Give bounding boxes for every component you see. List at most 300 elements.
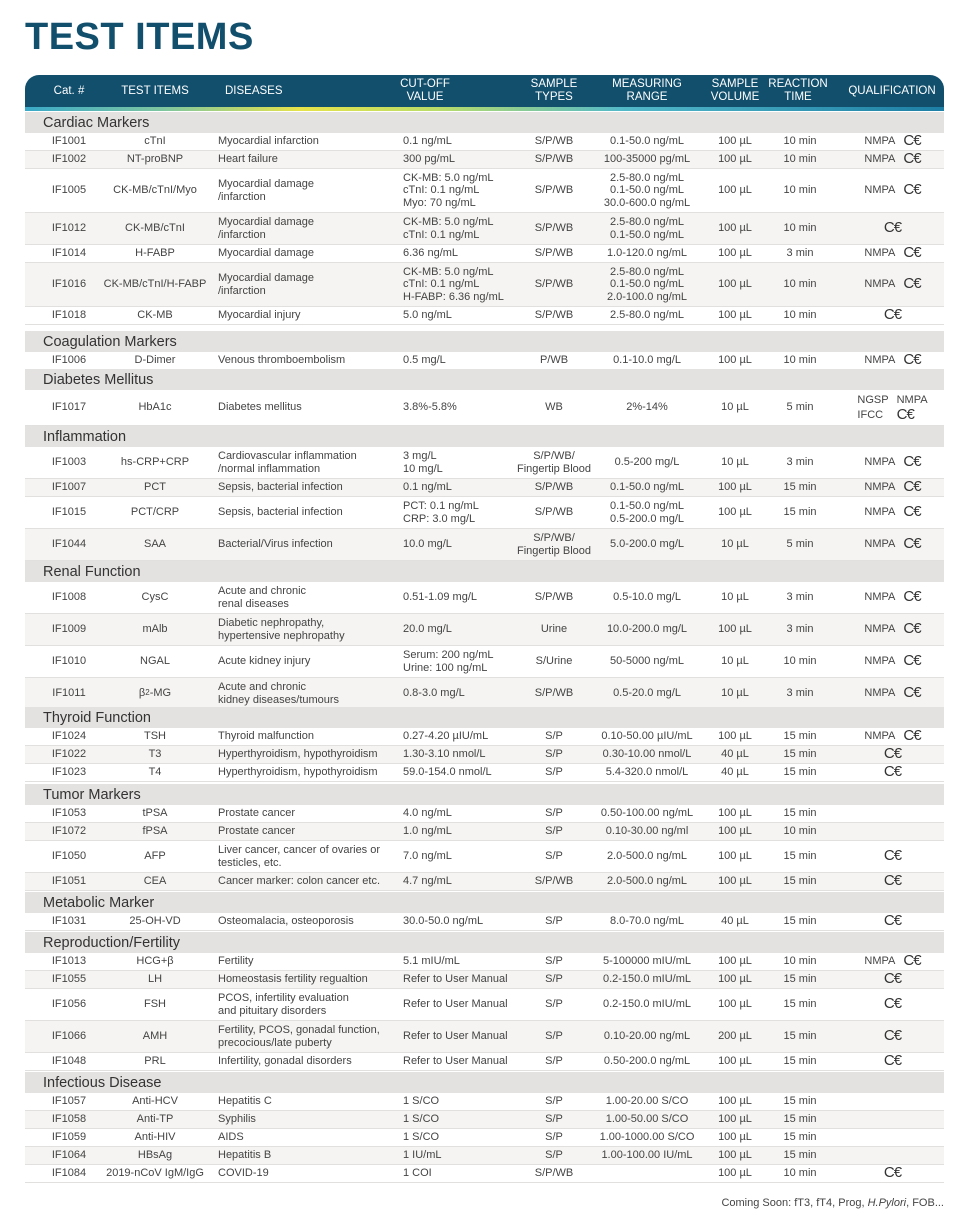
cutoff-value-cell: Refer to User Manual (403, 1030, 508, 1043)
qualification-cell (841, 151, 944, 168)
cutoff-value-cell: 1 COI (403, 1167, 432, 1180)
qualification-cell (841, 133, 944, 150)
ce-mark-icon: C€ (883, 745, 902, 763)
table-row (25, 678, 944, 710)
cutoff-value-cell: 4.7 ng/mL (403, 875, 452, 888)
ce-mark-icon: C€ (903, 132, 921, 150)
cutoff-value-cell: 1.0 ng/mL (403, 825, 452, 838)
measuring-range-cell: 0.1-50.0 ng/mL (610, 135, 684, 148)
sample-volume-cell: 10 µL (721, 655, 749, 668)
test-item-cell: CysC (141, 591, 169, 604)
sample-volume-cell: 100 µL (718, 153, 752, 166)
qualification-marks: NGSP NMPA IFCC C€ (857, 394, 928, 423)
disease-text: Fertility, PCOS, gonadal function, precocious/late puberty (218, 1024, 380, 1049)
cutoff-value-cell: Refer to User Manual (403, 973, 508, 986)
reaction-time-cell: 15 min (783, 1095, 817, 1108)
ce-mark-icon: C€ (903, 244, 921, 262)
cat-number-cell: IF1050 (51, 850, 87, 863)
disease-cell: Diabetes mellitus (218, 401, 302, 414)
section-title: Thyroid Function (43, 709, 151, 726)
qualification-marks (883, 847, 902, 865)
disease-cell: Hepatitis C (218, 1095, 272, 1108)
measuring-range-cell: 5.4-320.0 nmol/L (605, 766, 689, 779)
cat-number-cell: IF1005 (51, 184, 87, 197)
measuring-range-cell: 8.0-70.0 ng/mL (610, 915, 684, 928)
qualification-marks (883, 1052, 902, 1070)
test-item-cell: H-FABP (135, 247, 175, 260)
section-header (25, 112, 944, 133)
qualification-marks (864, 150, 921, 168)
cat-number-cell: IF1055 (51, 973, 87, 986)
sample-volume-cell: 100 µL (718, 1113, 752, 1126)
test-item-cell: LH (147, 973, 163, 986)
table-row (25, 841, 944, 873)
disease-cell (218, 169, 398, 212)
sample-type-cell: S/P (545, 1030, 563, 1043)
disease-cell: Cancer marker: colon cancer etc. (218, 875, 381, 888)
sample-volume-cell: 100 µL (718, 481, 752, 494)
table-row (25, 447, 944, 479)
cat-number-cell: IF1048 (51, 1055, 87, 1068)
section-header (25, 331, 944, 352)
reaction-time-cell: 15 min (783, 748, 817, 761)
test-item-cell: AFP (144, 850, 166, 863)
sample-type-cell: S/P (545, 1131, 563, 1144)
disease-cell (218, 263, 398, 306)
sample-type-cell: S/P (545, 955, 563, 968)
cat-number-cell: IF1001 (51, 135, 87, 148)
measuring-range-cell: 0.2-150.0 mIU/mL (602, 973, 692, 986)
qualification-cell (841, 213, 944, 244)
disease-cell: Prostate cancer (218, 807, 296, 820)
measuring-range-cell: 1.00-50.00 S/CO (605, 1113, 689, 1126)
header-test-items: TEST ITEMS (121, 84, 189, 97)
measuring-range-cell: 0.50-200.0 ng/mL (603, 1055, 691, 1068)
cutoff-value-cell: 30.0-50.0 ng/mL (403, 915, 484, 928)
ce-mark-icon: C€ (903, 150, 921, 168)
qualification-cell (841, 678, 944, 709)
sample-type-text: S/P/WB/ Fingertip Blood (517, 450, 591, 475)
measuring-range-cell: 1.00-1000.00 S/CO (599, 1131, 695, 1144)
table-row (25, 582, 944, 614)
qualification-cell (841, 746, 944, 763)
cat-number-cell: IF1012 (51, 222, 87, 235)
section-header (25, 561, 944, 582)
cutoff-value-text: Serum: 200 ng/mL Urine: 100 ng/mL (403, 649, 494, 674)
measuring-range-cell: 1.0-120.0 ng/mL (606, 247, 688, 260)
cutoff-value-text: CK-MB: 5.0 ng/mL cTnI: 0.1 ng/mL Myo: 70 ng/mL (403, 171, 494, 209)
qualification-cell (841, 1053, 944, 1070)
cat-number-cell: IF1002 (51, 153, 87, 166)
table-row (25, 497, 944, 529)
table-row (25, 213, 944, 245)
reaction-time-cell: 15 min (783, 807, 817, 820)
cutoff-value-cell: 5.1 mIU/mL (403, 955, 460, 968)
test-item-cell: PRL (144, 1055, 166, 1068)
qualification-cell (841, 1021, 944, 1052)
cutoff-value-text: PCT: 0.1 ng/mL CRP: 3.0 mg/L (403, 500, 479, 525)
disease-cell (218, 1021, 398, 1052)
disease-cell: Venous thromboembolism (218, 354, 346, 367)
sample-type-cell: S/P/WB (534, 184, 574, 197)
measuring-range-cell: 0.2-150.0 mIU/mL (602, 998, 692, 1011)
sample-type-cell: S/P (545, 1149, 563, 1162)
qualification-marks (864, 588, 921, 606)
sample-volume-cell: 10 µL (721, 456, 749, 469)
ce-mark-icon: C€ (903, 727, 921, 745)
measuring-range-cell: 5.0-200.0 mg/L (610, 538, 684, 551)
disease-cell: Infertility, gonadal disorders (218, 1055, 352, 1068)
cutoff-value-text: CK-MB: 5.0 ng/mL cTnI: 0.1 ng/mL H-FABP: 6.36 ng/mL (403, 265, 504, 303)
sample-type-cell (511, 447, 597, 478)
cat-number-cell: IF1023 (51, 766, 87, 779)
qualification-marks (883, 1027, 902, 1045)
cat-number-cell: IF1008 (51, 591, 87, 604)
sample-type-cell (511, 529, 597, 560)
table-row (25, 764, 944, 782)
cutoff-value-cell: 4.0 ng/mL (403, 807, 452, 820)
sample-type-cell: S/P (545, 1113, 563, 1126)
ce-mark-icon: C€ (903, 952, 921, 970)
reaction-time-cell: 10 min (783, 1167, 817, 1180)
disease-cell: Syphilis (218, 1113, 256, 1126)
sample-volume-cell: 100 µL (718, 135, 752, 148)
reaction-time-cell: 10 min (783, 135, 817, 148)
section-header (25, 707, 944, 728)
cat-number-cell: IF1009 (51, 623, 87, 636)
sample-type-cell: S/P (545, 1055, 563, 1068)
measuring-range-cell: 0.1-10.0 mg/L (613, 354, 681, 367)
sample-type-cell: S/P (545, 807, 563, 820)
sample-type-cell: S/P/WB (534, 1167, 574, 1180)
cat-number-cell: IF1018 (51, 309, 87, 322)
reaction-time-cell: 10 min (783, 825, 817, 838)
test-item-cell: mAlb (142, 623, 168, 636)
cat-number-cell: IF1084 (51, 1167, 87, 1180)
qualification-cell (841, 497, 944, 528)
measuring-range-cell: 0.5-20.0 mg/L (613, 687, 681, 700)
disease-cell: Myocardial infarction (218, 135, 319, 148)
test-item-cell: PCT (144, 481, 166, 494)
section-header (25, 426, 944, 447)
disease-cell: Hyperthyroidism, hypothyroidism (218, 748, 378, 761)
table-row (25, 151, 944, 169)
cutoff-value-cell: 0.27-4.20 µIU/mL (403, 730, 489, 743)
test-item-cell: tPSA (142, 807, 168, 820)
sample-type-cell: S/P (545, 748, 563, 761)
qualification-cell (841, 841, 944, 872)
section-title: Diabetes Mellitus (43, 371, 154, 388)
disease-cell: Heart failure (218, 153, 278, 166)
measuring-range-cell: 5-100000 mIU/mL (602, 955, 692, 968)
sample-volume-cell: 100 µL (718, 354, 752, 367)
sample-volume-cell: 100 µL (718, 955, 752, 968)
ce-mark-icon: C€ (883, 1052, 902, 1070)
disease-cell (218, 989, 398, 1020)
nmpa-label: NMPA (864, 538, 896, 551)
qualification-cell (841, 823, 944, 840)
measuring-range-cell: 2.5-80.0 ng/mL (610, 309, 684, 322)
disease-cell: Acute kidney injury (218, 655, 311, 668)
cat-number-cell: IF1053 (51, 807, 87, 820)
qualification-cell (841, 646, 944, 677)
ce-mark-icon: C€ (903, 588, 921, 606)
sample-volume-cell: 100 µL (718, 222, 752, 235)
disease-cell: Sepsis, bacterial infection (218, 481, 343, 494)
measuring-range-cell: 0.10-50.00 µIU/mL (601, 730, 693, 743)
table-row (25, 1053, 944, 1071)
reaction-time-cell: 15 min (783, 1030, 817, 1043)
measuring-range-text: 2.5-80.0 ng/mL 0.1-50.0 ng/mL 2.0-100.0 ng/mL (606, 265, 688, 303)
table-row (25, 1021, 944, 1053)
sample-volume-cell: 100 µL (718, 850, 752, 863)
table-row (25, 307, 944, 325)
disease-cell: Bacterial/Virus infection (218, 538, 333, 551)
nmpa-label: NMPA (864, 153, 896, 166)
sample-volume-cell: 100 µL (718, 807, 752, 820)
ce-mark-icon: C€ (896, 405, 914, 423)
test-item-cell: HBsAg (137, 1149, 173, 1162)
cat-number-cell: IF1011 (52, 687, 86, 700)
cat-number-cell: IF1057 (51, 1095, 87, 1108)
ce-mark-icon: C€ (903, 351, 921, 369)
sample-volume-cell: 10 µL (721, 687, 749, 700)
sample-type-cell: S/P/WB (534, 309, 574, 322)
sample-type-cell: S/P/WB (534, 481, 574, 494)
qualification-cell (841, 1111, 944, 1128)
section-title: Tumor Markers (43, 786, 141, 803)
cutoff-value-cell: 0.5 mg/L (403, 354, 446, 367)
sample-type-cell: Urine (540, 623, 568, 636)
qualification-cell (841, 479, 944, 496)
disease-cell: COVID-19 (218, 1167, 269, 1180)
sample-type-cell: S/Urine (535, 655, 573, 668)
header-color-stripe (25, 107, 944, 111)
nmpa-label: NMPA (864, 184, 896, 197)
qualification-marks (864, 652, 921, 670)
qualification-marks (883, 912, 902, 930)
reaction-time-cell: 10 min (783, 655, 817, 668)
qualification-marks (864, 727, 921, 745)
sample-volume-cell: 40 µL (721, 748, 749, 761)
test-item-cell: Anti-HIV (134, 1131, 176, 1144)
cat-number-cell: IF1017 (51, 401, 87, 414)
sample-type-cell: S/P (545, 766, 563, 779)
test-item-cell: 25-OH-VD (129, 915, 181, 928)
measuring-range-cell: 50-5000 ng/mL (610, 655, 684, 668)
qualification-cell (841, 989, 944, 1020)
table-row (25, 1147, 944, 1165)
qualification-marks (883, 763, 902, 781)
test-item-cell: CK-MB/cTnI (125, 222, 185, 235)
ce-mark-icon: C€ (883, 306, 902, 324)
sample-volume-cell: 100 µL (718, 730, 752, 743)
nmpa-label: NMPA (864, 247, 896, 260)
ce-mark-icon: C€ (883, 912, 902, 930)
qualification-marks (883, 219, 902, 237)
sample-volume-cell: 100 µL (718, 973, 752, 986)
header-reaction-time: REACTION TIME (768, 78, 828, 103)
disease-text: PCOS, infertility evaluation and pituitary disorders (218, 992, 349, 1017)
sample-volume-cell: 100 µL (718, 998, 752, 1011)
cat-number-cell: IF1058 (51, 1113, 87, 1126)
cutoff-value-cell: 20.0 mg/L (403, 623, 452, 636)
test-item-cell: CK-MB (137, 309, 173, 322)
reaction-time-cell: 15 min (783, 766, 817, 779)
disease-text: Myocardial damage /infarction (218, 272, 314, 297)
sample-type-cell: S/P/WB (534, 247, 574, 260)
page-title: TEST ITEMS (25, 16, 254, 58)
nmpa-label: NMPA (864, 687, 896, 700)
qualification-cell (841, 169, 944, 212)
table-row (25, 873, 944, 891)
test-item-cell: SAA (143, 538, 166, 551)
qualification-cell (841, 263, 944, 306)
table-row (25, 390, 944, 426)
qualification-marks (864, 478, 921, 496)
disease-cell (218, 213, 398, 244)
disease-text: Cardiovascular inflammation /normal inflammation (218, 450, 357, 475)
reaction-time-cell: 3 min (786, 623, 814, 636)
measuring-range-text: 2.5-80.0 ng/mL 0.1-50.0 ng/mL 30.0-600.0 ng/mL (603, 171, 691, 209)
header-cutoff: CUT-OFF VALUE (400, 78, 450, 103)
header-qualification: QUALIFICATION (848, 84, 936, 97)
table-row (25, 1111, 944, 1129)
header-measuring-range: MEASURING RANGE (612, 78, 682, 103)
cat-number-cell: IF1044 (51, 538, 87, 551)
test-item-cell: FSH (144, 998, 166, 1011)
test-item-cell: T3 (148, 748, 162, 761)
cutoff-value-text: 3 mg/L 10 mg/L (403, 450, 443, 475)
cat-number-cell: IF1015 (51, 506, 87, 519)
measuring-range-cell: 10.0-200.0 mg/L (606, 623, 688, 636)
test-item-cell: AMH (142, 1030, 168, 1043)
cutoff-value-cell: 1.30-3.10 nmol/L (403, 748, 486, 761)
measuring-range-cell: 2.0-500.0 ng/mL (606, 850, 688, 863)
cat-number-cell: IF1072 (51, 825, 87, 838)
reaction-time-cell: 15 min (783, 915, 817, 928)
section-header (25, 784, 944, 805)
measuring-range-cell: 0.10-30.00 ng/ml (605, 825, 689, 838)
measuring-range-cell: 0.30-10.00 nmol/L (602, 748, 692, 761)
disease-text: Myocardial damage /infarction (218, 178, 314, 203)
qualification-cell (841, 582, 944, 613)
qualification-marks (883, 872, 902, 890)
cutoff-value-text: CK-MB: 5.0 ng/mL cTnI: 0.1 ng/mL (403, 216, 494, 241)
reaction-time-cell: 15 min (783, 1131, 817, 1144)
qualification-cell (841, 805, 944, 822)
test-item-cell: 2019-nCoV IgM/IgG (106, 1167, 204, 1180)
disease-cell: Thyroid malfunction (218, 730, 314, 743)
nmpa-label: NMPA (864, 481, 896, 494)
disease-cell (218, 582, 398, 613)
nmpa-label: NMPA (864, 354, 896, 367)
table-row (25, 1165, 944, 1183)
cutoff-value-cell: Refer to User Manual (403, 1055, 508, 1068)
reaction-time-cell: 10 min (783, 354, 817, 367)
sample-type-cell: S/P (545, 915, 563, 928)
test-item-cell: CK-MB/cTnI/H-FABP (103, 278, 207, 291)
sample-volume-cell: 100 µL (718, 184, 752, 197)
qualification-cell (841, 307, 944, 324)
cat-number-cell: IF1066 (51, 1030, 87, 1043)
table-row (25, 805, 944, 823)
qualification-cell (841, 614, 944, 645)
test-item-cell: hs-CRP+CRP (120, 456, 190, 469)
cutoff-value-cell: 0.8-3.0 mg/L (403, 687, 465, 700)
test-item-cell: β 2 -MG (138, 687, 172, 700)
measuring-range-cell (591, 213, 703, 244)
table-row (25, 646, 944, 678)
cutoff-value-cell: Refer to User Manual (403, 998, 508, 1011)
header-cat: Cat. # (53, 84, 85, 97)
sample-volume-cell: 100 µL (718, 623, 752, 636)
cutoff-value-cell: 0.1 ng/mL (403, 135, 452, 148)
reaction-time-cell: 3 min (786, 247, 814, 260)
qualification-marks (864, 503, 921, 521)
nmpa-label: NMPA (864, 278, 896, 291)
sample-volume-cell: 40 µL (721, 766, 749, 779)
qualification-marks (864, 684, 921, 702)
table-row (25, 352, 944, 370)
reaction-time-cell: 10 min (783, 955, 817, 968)
section-header (25, 369, 944, 390)
sample-volume-cell: 100 µL (718, 309, 752, 322)
measuring-range-text: 2.5-80.0 ng/mL 0.1-50.0 ng/mL (610, 216, 684, 241)
test-item-cell: NT-proBNP (126, 153, 184, 166)
disease-text: Liver cancer, cancer of ovaries or testicles, etc. (218, 844, 381, 869)
nmpa-label: NMPA (864, 456, 896, 469)
cat-number-cell: IF1059 (51, 1131, 87, 1144)
sample-type-cell: S/P/WB (534, 687, 574, 700)
ce-mark-icon: C€ (883, 763, 902, 781)
reaction-time-cell: 15 min (783, 481, 817, 494)
ce-mark-icon: C€ (903, 275, 921, 293)
sample-type-cell: S/P/WB (534, 153, 574, 166)
measuring-range-cell: 1.00-20.00 S/CO (605, 1095, 689, 1108)
cat-number-cell: IF1007 (51, 481, 87, 494)
section-title: Inflammation (43, 428, 127, 445)
reaction-time-cell: 3 min (786, 591, 814, 604)
test-item-cell: TSH (144, 730, 166, 743)
reaction-time-cell: 10 min (783, 309, 817, 322)
reaction-time-cell: 5 min (786, 538, 814, 551)
ce-mark-icon: C€ (903, 503, 921, 521)
measuring-range-cell: 0.10-20.00 ng/mL (603, 1030, 691, 1043)
qualification-marks (864, 244, 921, 262)
measuring-range-cell: 0.1-50.0 ng/mL (610, 481, 684, 494)
measuring-range-cell: 100-35000 pg/mL (603, 153, 691, 166)
qualification-marks (864, 535, 921, 553)
section-header (25, 892, 944, 913)
qualification-marks (883, 306, 902, 324)
section-title: Cardiac Markers (43, 114, 150, 131)
sample-type-cell: S/P/WB (534, 278, 574, 291)
sample-volume-cell: 100 µL (718, 247, 752, 260)
reaction-time-cell: 10 min (783, 278, 817, 291)
test-item-cell: HCG+β (136, 955, 174, 968)
table-row (25, 479, 944, 497)
cutoff-value-cell: 0.1 ng/mL (403, 481, 452, 494)
measuring-range-cell: 2.0-500.0 ng/mL (606, 875, 688, 888)
test-item-cell: T4 (148, 766, 162, 779)
sample-volume-cell: 200 µL (718, 1030, 752, 1043)
table-row (25, 614, 944, 646)
reaction-time-cell: 10 min (783, 153, 817, 166)
test-item-cell: fPSA (142, 825, 168, 838)
nmpa-label: NMPA (864, 591, 896, 604)
table-row (25, 953, 944, 971)
